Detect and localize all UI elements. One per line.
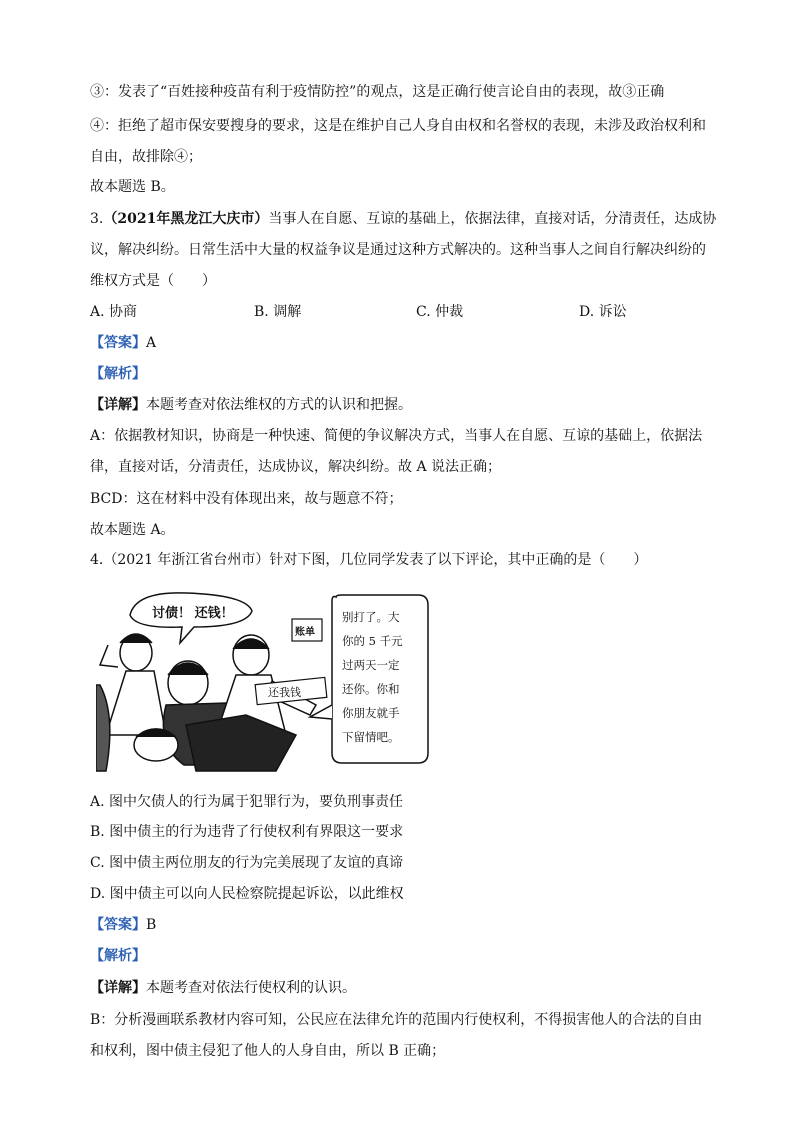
svg-text:还你。你和: 还你。你和 bbox=[342, 682, 400, 696]
question-3-stem bbox=[90, 209, 716, 229]
detail-line bbox=[90, 978, 356, 998]
text-line: 议，解决纠纷。日常生活中大量的权益争议是通过这种方式解决的。这种当事人之间自行解决纠纷的 bbox=[90, 242, 706, 258]
svg-text:你朋友就手: 你朋友就手 bbox=[342, 706, 400, 720]
answer-value: B bbox=[146, 917, 157, 933]
text-line: 律，直接对话，分清责任，达成协议，解决纠纷。故 A 说法正确； bbox=[90, 459, 502, 475]
detail-text: 本题考查对依法维权的方式的认识和把握。 bbox=[146, 397, 412, 413]
option-a: A. 协商 bbox=[90, 304, 138, 320]
detail-line bbox=[90, 395, 412, 415]
question-number: 3. bbox=[90, 211, 104, 227]
svg-text:你的 5 千元: 你的 5 千元 bbox=[342, 634, 403, 648]
text-line: 故本题选 A。 bbox=[90, 522, 175, 538]
option-c: C. 图中债主两位朋友的行为完美展现了友谊的真谛 bbox=[90, 855, 404, 871]
ledger-text: 账单 bbox=[295, 627, 315, 638]
question-source: （2021年黑龙江大庆市） bbox=[103, 211, 269, 227]
text-line: 自由，故排除④； bbox=[90, 149, 202, 165]
analysis-line bbox=[90, 946, 146, 966]
analysis-tag: 【解析】 bbox=[90, 948, 146, 964]
answer-value: A bbox=[146, 335, 157, 351]
question-4-stem: 4.（2021 年浙江省台州市）针对下图，几位同学发表了以下评论，其中正确的是（ ） bbox=[90, 552, 648, 568]
shout-text: 讨债！ 还钱！ bbox=[152, 605, 234, 620]
answer-line bbox=[90, 333, 156, 353]
option-b: B. 调解 bbox=[254, 304, 302, 320]
option-b: B. 图中债主的行为违背了行使权利有界限这一要求 bbox=[90, 824, 404, 840]
detail-text: 本题考查对依法行使权利的认识。 bbox=[146, 980, 356, 996]
cartoon-image bbox=[96, 585, 434, 773]
option-a: A. 图中欠债人的行为属于犯罪行为，要负刑事责任 bbox=[90, 794, 404, 810]
analysis-line bbox=[90, 364, 146, 384]
answer-tag: 【答案】 bbox=[90, 335, 146, 351]
detail-tag: 【详解】 bbox=[90, 397, 146, 413]
svg-text:下留情吧。: 下留情吧。 bbox=[342, 730, 400, 744]
svg-text:别打了。大: 别打了。大 bbox=[342, 610, 400, 624]
text-line: 故本题选 B。 bbox=[90, 179, 175, 195]
text-line: A：依据教材知识，协商是一种快速、简便的争议解决方式，当事人在自愿、互谅的基础上，依据法 bbox=[90, 428, 703, 444]
analysis-tag: 【解析】 bbox=[90, 366, 146, 382]
text-line: 维权方式是（ ） bbox=[90, 273, 216, 289]
text-line: BCD：这在材料中没有体现出来，故与题意不符； bbox=[90, 491, 403, 507]
option-c: C. 仲裁 bbox=[416, 304, 464, 320]
option-d: D. 图中债主可以向人民检察院提起诉讼，以此维权 bbox=[90, 886, 404, 902]
text-line: B：分析漫画联系教材内容可知，公民应在法律允许的范围内行使权利，不得损害他人的合法的自由 bbox=[90, 1012, 703, 1028]
answer-tag: 【答案】 bbox=[90, 917, 146, 933]
answer-line bbox=[90, 915, 156, 935]
question-text: 当事人在自愿、互谅的基础上，依据法律，直接对话，分清责任，达成协 bbox=[268, 211, 717, 227]
text-line: ③：发表了“百姓接种疫苗有利于疫情防控”的观点，这是正确行使言论自由的表现，故③正确 bbox=[90, 84, 665, 100]
svg-text:过两天一定: 过两天一定 bbox=[342, 658, 400, 672]
belt-text: 还我钱 bbox=[268, 687, 301, 699]
option-d: D. 诉讼 bbox=[579, 304, 627, 320]
text-line: 和权利，图中债主侵犯了他人的人身自由，所以 B 正确； bbox=[90, 1043, 446, 1059]
detail-tag: 【详解】 bbox=[90, 980, 146, 996]
text-line: ④：拒绝了超市保安要搜身的要求，这是在维护自己人身自由权和名誉权的表现，未涉及政治权利和 bbox=[90, 118, 706, 134]
